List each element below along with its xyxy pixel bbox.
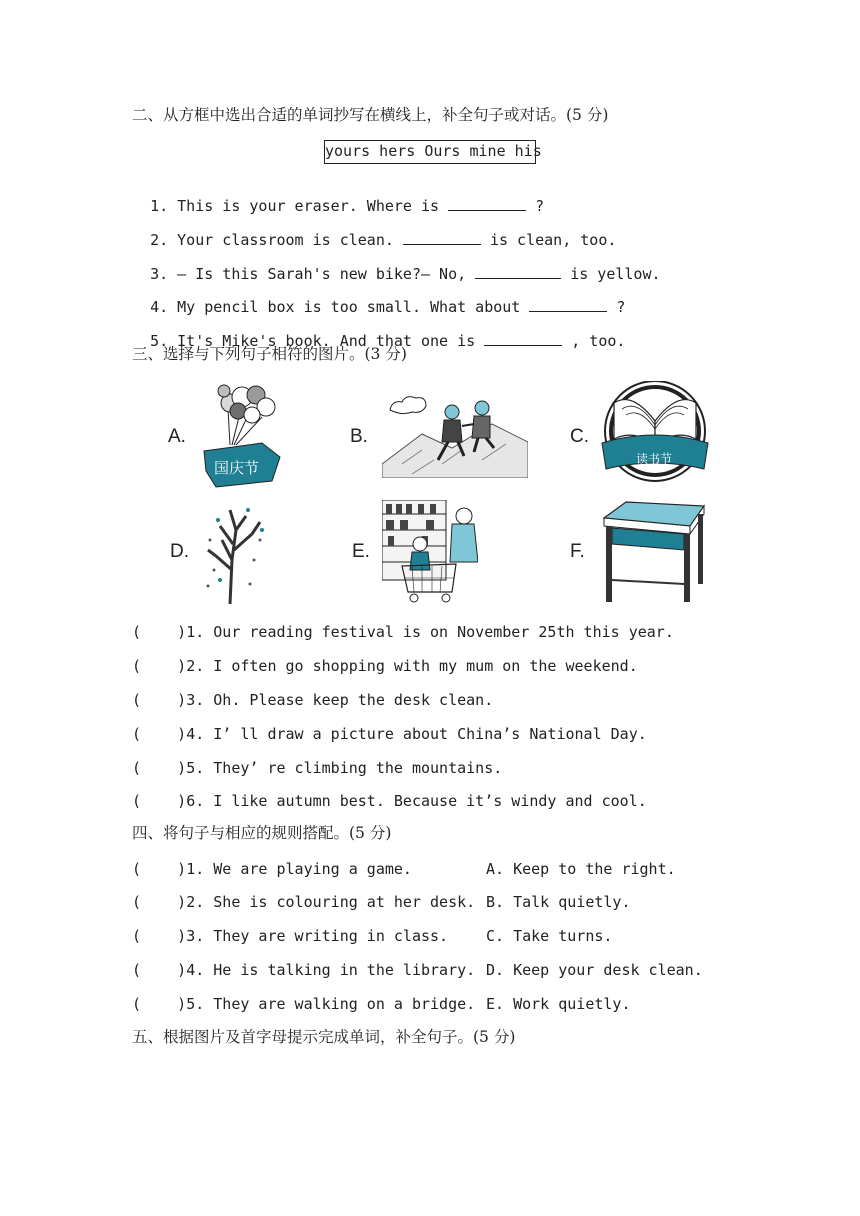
windy-tree-icon (200, 500, 270, 604)
section3-item-5 (132, 758, 502, 778)
picture-d-letter: D. (170, 541, 189, 562)
item-text: 1. This is your eraser. Where is (150, 197, 449, 215)
item-text: is clean, too. (480, 231, 617, 249)
svg-text:国庆节: 国庆节 (214, 459, 260, 477)
section3-item-3 (132, 690, 493, 710)
item-text: 4. I’ ll draw a picture about China’s National Day. (186, 725, 647, 743)
sentence-text: 4. He is talking in the library. (186, 961, 476, 979)
answer-paren[interactable]: ( ) (132, 893, 187, 911)
item-text: 3. Oh. Please keep the desk clean. (186, 691, 494, 709)
item-text: 1. Our reading festival is on November 25th this year. (186, 623, 674, 641)
answer-paren[interactable]: ( ) (132, 995, 187, 1013)
svg-text:读书节: 读书节 (636, 452, 673, 466)
answer-blank[interactable] (529, 297, 607, 312)
answer-paren[interactable]: ( ) (132, 725, 187, 743)
sentence-text: 5. They are walking on a bridge. (186, 995, 476, 1013)
section4-item-5 (132, 994, 812, 1014)
answer-blank[interactable] (448, 196, 526, 211)
answer-blank[interactable] (403, 230, 481, 245)
section3-item-2 (132, 656, 638, 676)
section4-item-3 (132, 926, 812, 946)
rule-text: C. Take turns. (486, 927, 613, 945)
balloons-national-day-icon (202, 383, 284, 489)
item-text: 2. I often go shopping with my mum on the weekend. (186, 657, 638, 675)
rule-text: A. Keep to the right. (486, 860, 676, 878)
answer-paren[interactable]: ( ) (132, 623, 187, 641)
desk-icon (598, 500, 706, 604)
item-text: 5. It's Mike's book. And that one is (150, 332, 485, 350)
picture-f-letter: F. (570, 541, 585, 562)
item-text: is yellow. (561, 265, 661, 283)
section4-item-4 (132, 960, 812, 980)
section3-heading: 三、选择与下列句子相符的图片。(3 分) (132, 345, 407, 363)
section3-item-4 (132, 724, 647, 744)
answer-paren[interactable]: ( ) (132, 792, 187, 810)
mountain-climbing-icon (382, 394, 528, 478)
picture-b-letter: B. (350, 426, 368, 447)
sentence-text: 1. We are playing a game. (186, 860, 412, 878)
supermarket-shopping-icon (382, 500, 478, 604)
item-text: 4. My pencil box is too small. What about (150, 298, 530, 316)
answer-blank[interactable] (484, 331, 562, 346)
word-box: yours hers Ours mine his (324, 140, 536, 164)
rule-text: E. Work quietly. (486, 995, 631, 1013)
item-text: 5. They’ re climbing the mountains. (186, 759, 503, 777)
rule-text: B. Talk quietly. (486, 893, 631, 911)
item-text: , too. (562, 332, 626, 350)
answer-paren[interactable]: ( ) (132, 759, 187, 777)
answer-paren[interactable]: ( ) (132, 657, 187, 675)
section5-heading: 五、根据图片及首字母提示完成单词，补全句子。(5 分) (132, 1028, 516, 1046)
rule-text: D. Keep your desk clean. (486, 961, 703, 979)
picture-e-letter: E. (352, 541, 370, 562)
sentence-text: 3. They are writing in class. (186, 927, 449, 945)
section2-heading: 二、从方框中选出合适的单词抄写在横线上，补全句子或对话。(5 分) (132, 106, 609, 124)
section3-item-1 (132, 622, 674, 642)
section4-item-1 (132, 859, 812, 879)
item-text: 3. — Is this Sarah's new bike?— No, (150, 265, 476, 283)
sentence-text: 2. She is colouring at her desk. (186, 893, 476, 911)
picture-c-letter: C. (570, 426, 589, 447)
section4-heading: 四、将句子与相应的规则搭配。(5 分) (132, 824, 392, 842)
section4-item-2 (132, 892, 812, 912)
answer-paren[interactable]: ( ) (132, 860, 187, 878)
answer-paren[interactable]: ( ) (132, 927, 187, 945)
item-text: 6. I like autumn best. Because it’s windy and cool. (186, 792, 647, 810)
item-text: ? (526, 197, 545, 215)
answer-paren[interactable]: ( ) (132, 691, 187, 709)
item-text: 2. Your classroom is clean. (150, 231, 403, 249)
section3-item-6 (132, 791, 647, 811)
answer-paren[interactable]: ( ) (132, 961, 187, 979)
reading-festival-book-icon (598, 381, 712, 485)
item-text: ? (607, 298, 626, 316)
picture-a-letter: A. (168, 426, 186, 447)
